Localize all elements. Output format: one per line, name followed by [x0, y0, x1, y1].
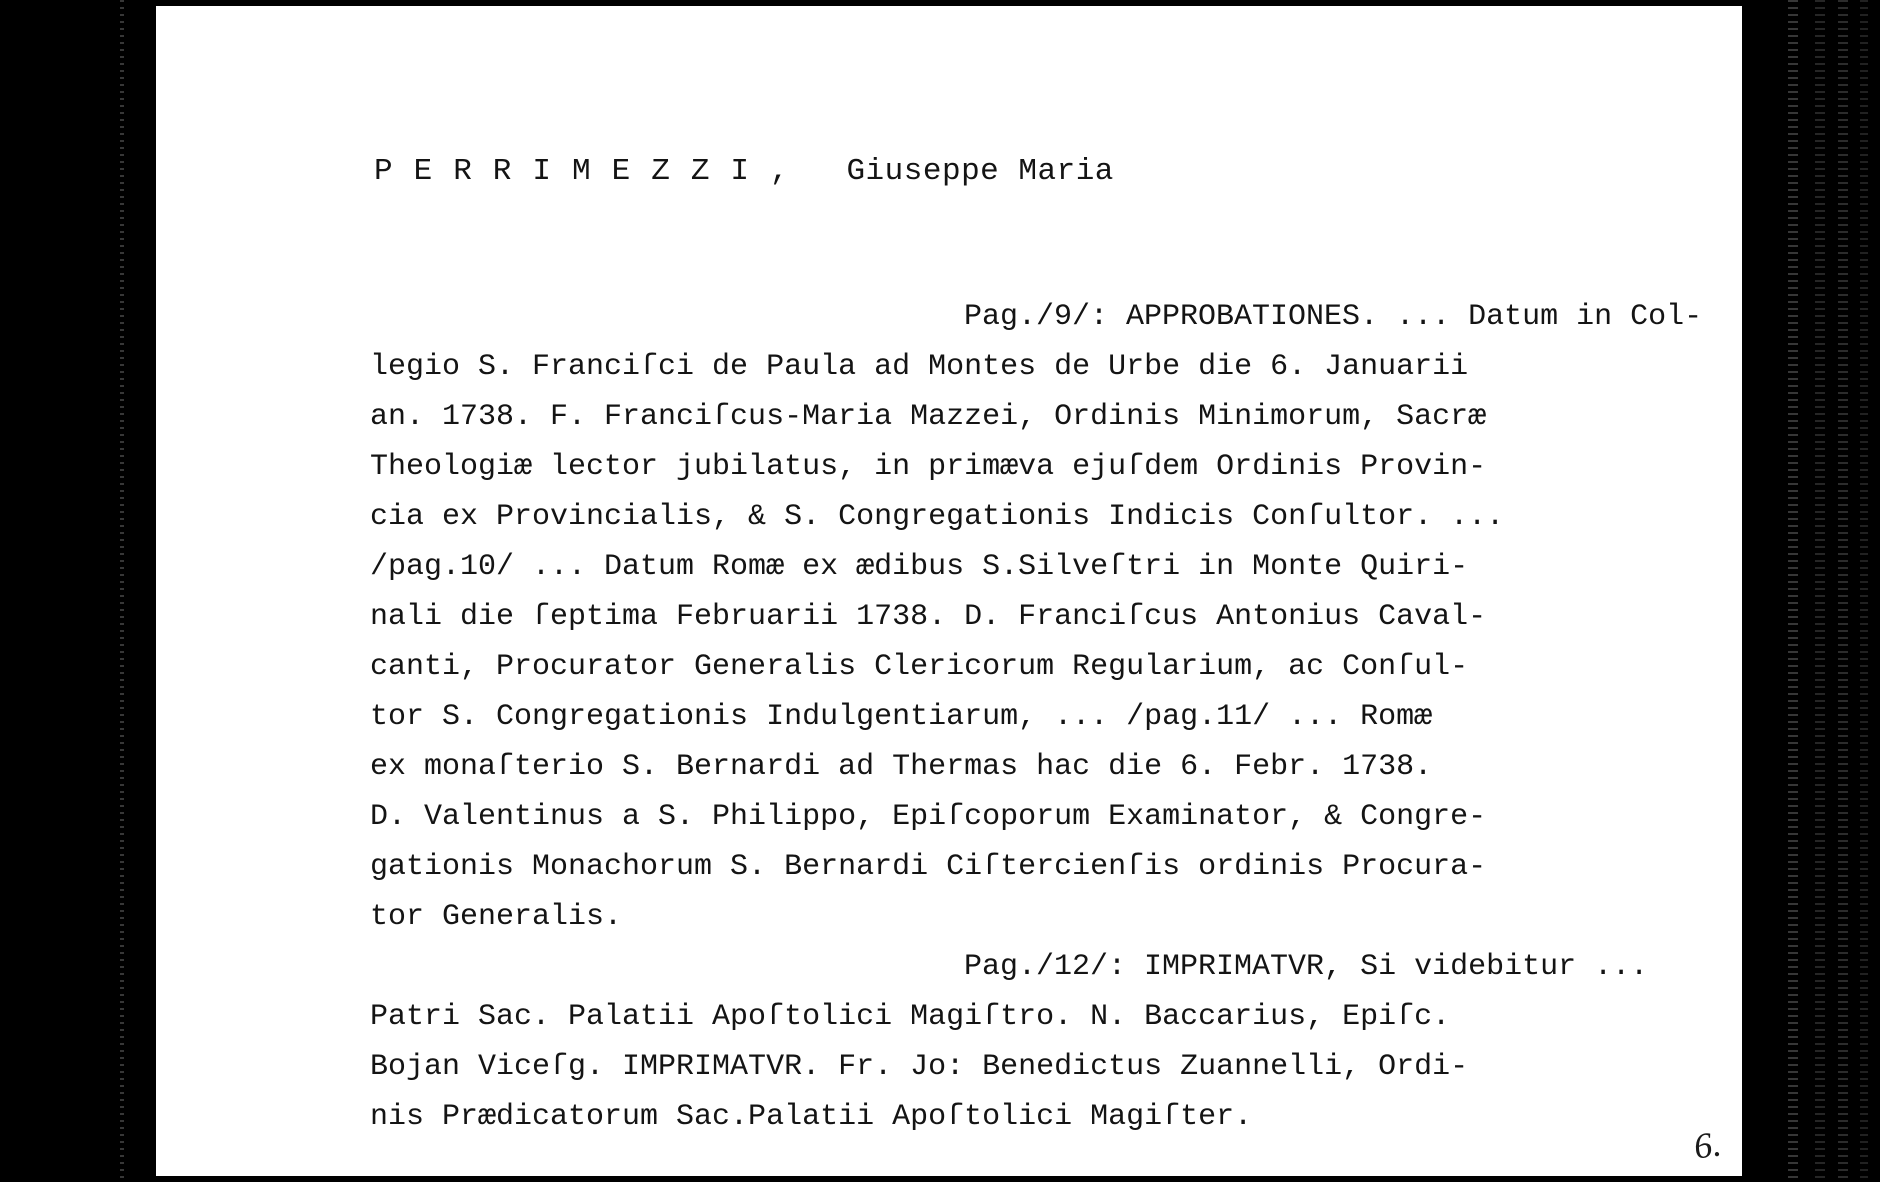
scan-edge-right [1860, 0, 1868, 1182]
text-line: Bojan Viceſg. IMPRIMATVR. Fr. Jo: Benedictus Zuannelli, Ordi- [370, 1050, 1469, 1084]
text-line: /pag.10/ ... Datum Romæ ex ædibus S.Silveſtri in Monte Quiri- [370, 550, 1469, 584]
author-given-name: Giuseppe Maria [846, 154, 1114, 189]
text-line: Theologiæ lector jubilatus, in primæva ejuſdem Ordinis Provin- [370, 450, 1487, 484]
handwritten-page-number: 6. [1691, 1123, 1724, 1167]
text-line: Pag./9/: APPROBATIONES. ... Datum in Col- [964, 300, 1703, 334]
author-surname: PERRIMEZZI [374, 154, 771, 189]
text-line: nis Prædicatorum Sac.Palatii Apoſtolici Magiſter. [370, 1100, 1253, 1134]
text-line: nali die ſeptima Februarii 1738. D. Franciſcus Antonius Caval- [370, 600, 1487, 634]
text-line: an. 1738. F. Franciſcus-Maria Mazzei, Ordinis Minimorum, Sacræ [370, 400, 1487, 434]
text-line: tor S. Congregationis Indulgentiarum, ... /pag.11/ ... Romæ [370, 700, 1433, 734]
text-line: canti, Procurator Generalis Clericorum Regularium, ac Conſul- [370, 650, 1469, 684]
text-line: tor Generalis. [370, 900, 623, 934]
text-line: legio S. Franciſci de Paula ad Montes de Urbe die 6. Januarii [370, 350, 1469, 384]
text-line: gationis Monachorum S. Bernardi Ciſtercienſis ordinis Procura- [370, 850, 1487, 884]
card-heading [374, 154, 1114, 189]
scan-edge-right [1838, 0, 1848, 1182]
text-line: Pag./12/: IMPRIMATVR, Si videbitur ... [964, 950, 1649, 984]
approbationes-paragraph [370, 292, 1703, 942]
text-line: cia ex Provincialis, & S. Congregationis Indicis Conſultor. ... [370, 500, 1505, 534]
text-line: Patri Sac. Palatii Apoſtolici Magiſtro. N. Baccarius, Epiſc. [370, 1000, 1451, 1034]
scan-edge-right [1788, 0, 1798, 1182]
text-line: ex monaſterio S. Bernardi ad Thermas hac die 6. Febr. 1738. [370, 750, 1433, 784]
imprimatur-paragraph [370, 942, 1660, 1142]
card-content [156, 6, 1742, 1176]
catalog-card [156, 6, 1742, 1176]
heading-separator: , [770, 154, 790, 189]
scan-edge-right [1815, 0, 1825, 1182]
scan-edge-left [120, 0, 124, 1182]
text-line: D. Valentinus a S. Philippo, Epiſcoporum Examinator, & Congre- [370, 800, 1487, 834]
